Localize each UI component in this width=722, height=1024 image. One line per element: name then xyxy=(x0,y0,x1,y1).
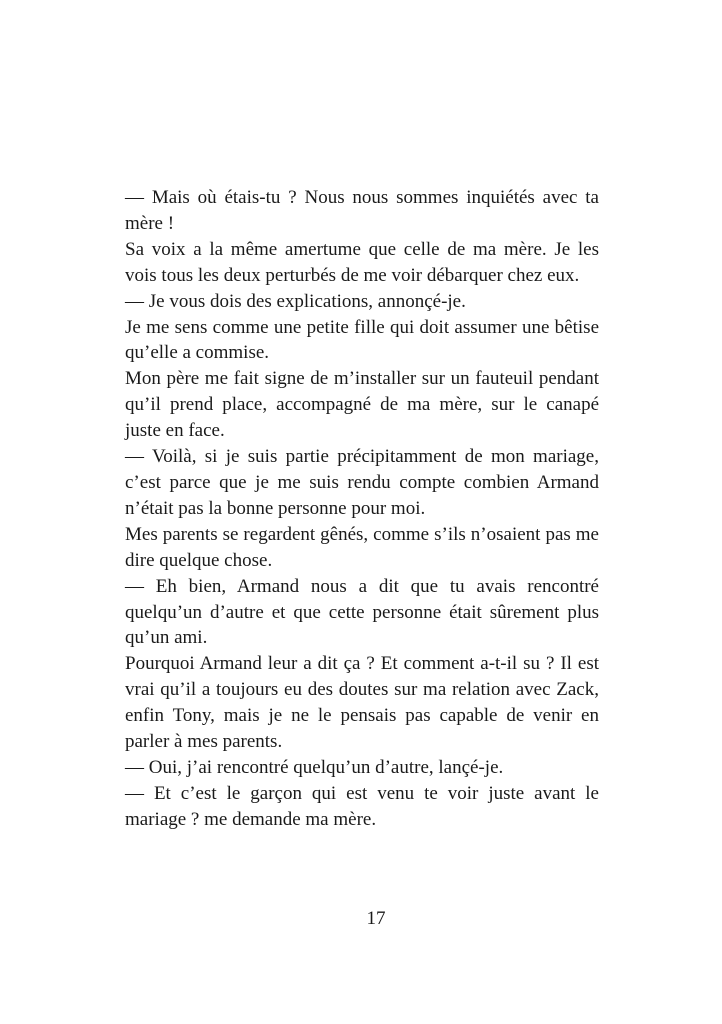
paragraph-11: — Et c’est le garçon qui est venu te voir juste avant le mariage ? me demande ma mère. xyxy=(125,782,599,830)
paragraph-8: — Eh bien, Armand nous a dit que tu avais rencontré quelqu’un d’autre et que cette personne était sûrement plus qu’un ami. xyxy=(125,575,599,649)
paragraph-6: — Voilà, si je suis partie précipitamment de mon mariage, c’est parce que je me suis rendu compte combien Armand n’était pas la bonne personne pour moi. xyxy=(125,446,599,519)
paragraph-1: — Mais où étais-tu ? Nous nous sommes inquiétés avec ta mère ! xyxy=(125,187,599,234)
paragraph-4: Je me sens comme une petite fille qui doit assumer une bêtise qu’elle a commise. xyxy=(125,316,599,364)
paragraph-5: Mon père me fait signe de m’installer sur un fauteuil pendant qu’il prend place, accompagné de ma mère, sur le canapé juste en face. xyxy=(125,368,599,442)
page-number: 17 xyxy=(366,908,386,929)
paragraph-9: Pourquoi Armand leur a dit ça ? Et comment a-t-il su ? Il est vrai qu’il a toujours eu des doutes sur ma relation avec Zack, enfin Tony, mais je ne le pensais pas capable de venir en parler à mes parents. xyxy=(125,653,599,753)
body-text xyxy=(125,185,599,833)
paragraph-3: — Je vous dois des explications, annonçé-je. xyxy=(125,290,466,312)
paragraph-10: — Oui, j’ai rencontré quelqu’un d’autre, lançé-je. xyxy=(125,756,504,778)
paragraph-7: Mes parents se regardent gênés, comme s’ils n’osaient pas me dire quelque chose. xyxy=(125,523,599,571)
paragraph-2: Sa voix a la même amertume que celle de ma mère. Je les vois tous les deux perturbés de me voir débarquer chez eux. xyxy=(125,238,599,286)
